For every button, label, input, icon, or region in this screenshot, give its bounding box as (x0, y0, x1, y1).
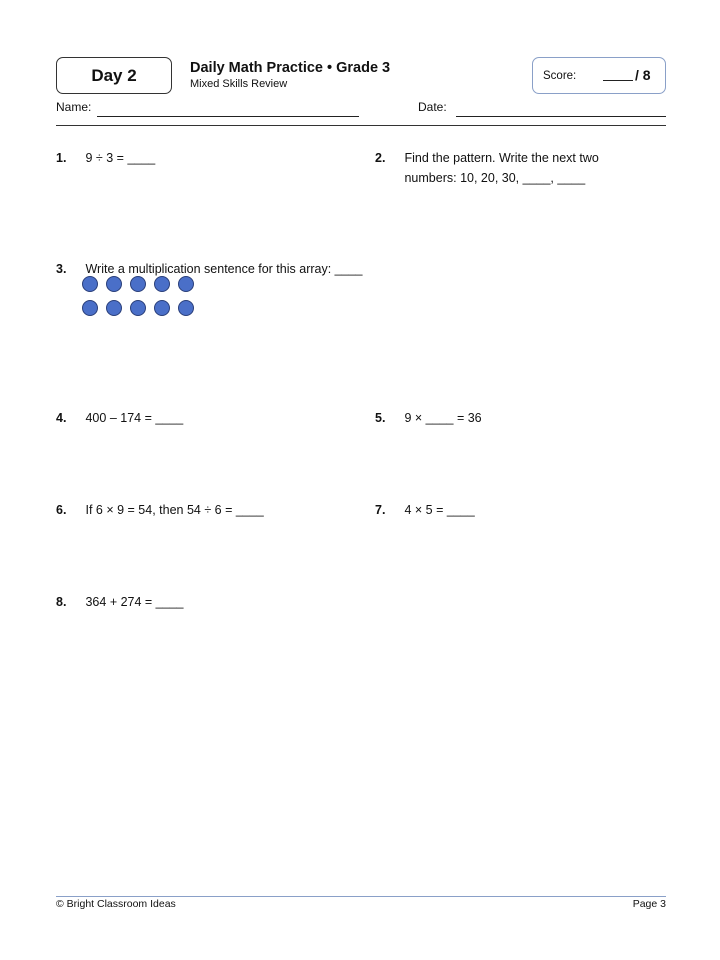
worksheet-subtitle: Mixed Skills Review (190, 78, 288, 90)
score-blank[interactable] (603, 80, 633, 81)
dot-row (82, 300, 194, 316)
question-1 (56, 148, 155, 168)
score-box (532, 57, 666, 94)
question-7 (375, 500, 475, 520)
array-dot (106, 300, 122, 316)
array-dot (154, 300, 170, 316)
question-8 (56, 592, 184, 612)
header-divider (56, 125, 666, 126)
footer-copyright: © Bright Classroom Ideas (56, 898, 176, 910)
question-2 (375, 148, 634, 188)
score-label: Score: (543, 70, 577, 82)
array-dot (154, 276, 170, 292)
array-dot (178, 300, 194, 316)
question-number: 4. (56, 411, 67, 425)
day-badge (56, 57, 172, 94)
footer-divider (56, 896, 666, 897)
array-dot (130, 300, 146, 316)
question-text: Write a multiplication sentence for this array: ____ (85, 262, 363, 276)
day-label: Day 2 (91, 65, 137, 85)
question-6 (56, 500, 264, 520)
question-number: 7. (375, 503, 386, 517)
array-dot (106, 276, 122, 292)
question-text: If 6 × 9 = 54, then 54 ÷ 6 = ____ (85, 503, 264, 517)
question-text: Find the pattern. Write the next two numbers: 10, 20, 30, ____, ____ (404, 151, 599, 185)
question-number: 1. (56, 151, 67, 165)
worksheet-title: Daily Math Practice • Grade 3 (190, 60, 391, 76)
dot-array (82, 276, 194, 324)
question-number: 8. (56, 595, 67, 609)
question-number: 3. (56, 262, 67, 276)
question-text: 400 – 174 = ____ (85, 411, 184, 425)
question-5 (375, 408, 482, 428)
question-text: 4 × 5 = ____ (404, 503, 475, 517)
array-dot (82, 300, 98, 316)
name-label: Name: (56, 100, 92, 114)
score-total: / 8 (635, 67, 651, 83)
date-label: Date: (418, 100, 447, 114)
question-text: 9 ÷ 3 = ____ (85, 151, 156, 165)
question-text: 9 × ____ = 36 (404, 411, 482, 425)
array-dot (130, 276, 146, 292)
question-4 (56, 408, 183, 428)
footer-page-number: Page 3 (632, 898, 666, 910)
question-number: 6. (56, 503, 67, 517)
question-number: 2. (375, 151, 386, 165)
date-field[interactable] (456, 116, 666, 117)
question-number: 5. (375, 411, 386, 425)
array-dot (178, 276, 194, 292)
dot-row (82, 276, 194, 292)
name-field[interactable] (97, 116, 359, 117)
array-dot (82, 276, 98, 292)
question-text: 364 + 274 = ____ (85, 595, 184, 609)
